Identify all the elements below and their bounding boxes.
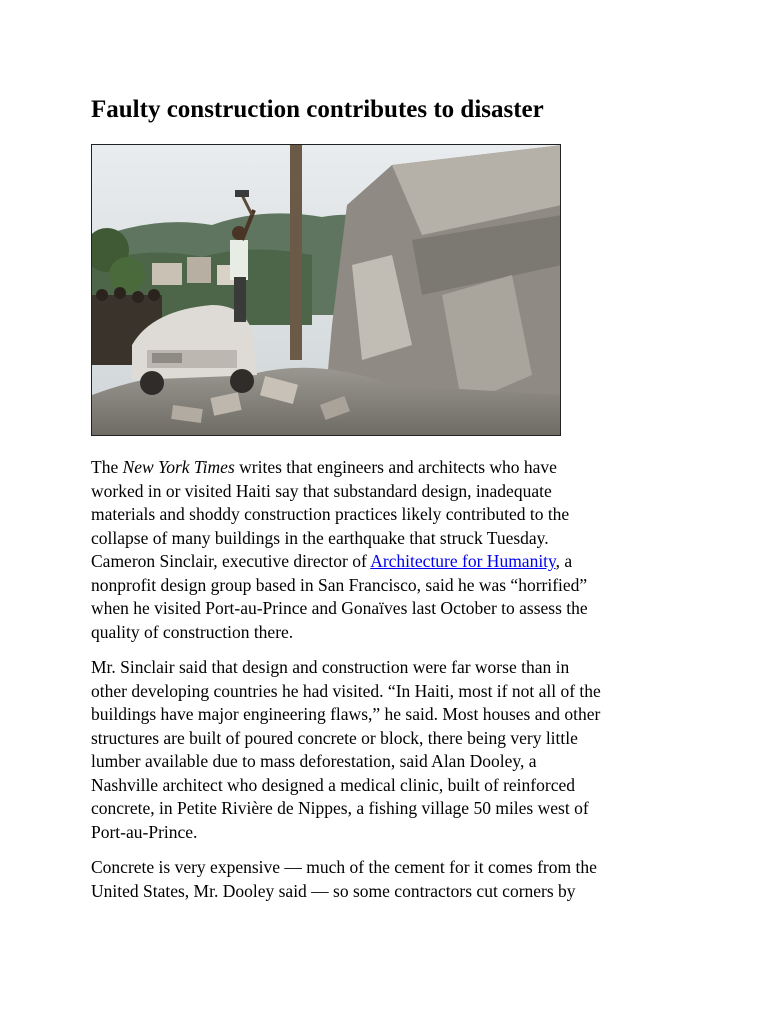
text-run: when he visited Port-au-Prince and Gonaïves last October to assess the [91, 598, 588, 618]
text-line [91, 621, 691, 645]
paragraph [91, 456, 691, 644]
text-line [91, 456, 691, 480]
text-run: Cameron Sinclair, executive director of [91, 551, 371, 571]
text-run: Mr. Sinclair said that design and construction were far worse than in [91, 657, 570, 677]
text-run: The [91, 457, 123, 477]
text-line [91, 503, 691, 527]
text-run: Nashville architect who designed a medical clinic, built of reinforced [91, 774, 575, 795]
text-line [91, 480, 691, 504]
text-run: , a [555, 551, 573, 571]
text-run: collapse of many buildings in the earthquake that struck Tuesday. [91, 527, 549, 548]
text-run: quality of construction there. [91, 621, 294, 642]
text-run: lumber available due to mass deforestation, said Alan Dooley, a [91, 751, 537, 771]
text-line [91, 680, 691, 704]
text-run: structures are built of poured concrete or block, there being very little [91, 727, 578, 748]
text-line [91, 597, 691, 621]
publication-name: New York Times [122, 457, 235, 477]
headline: Faulty construction contributes to disaster [91, 96, 544, 123]
architecture-for-humanity-link[interactable]: Architecture for Humanity [370, 551, 556, 571]
text-line [91, 727, 691, 751]
text-run: Concrete is very expensive — much of the cement for it comes from the [91, 857, 597, 877]
earthquake-rubble-photo [91, 144, 561, 436]
text-run: nonprofit design group based in San Francisco, said he was “horrified” [91, 574, 588, 595]
text-line [91, 797, 691, 821]
text-line [91, 821, 691, 845]
text-run: United States, Mr. Dooley said — so some contractors cut corners by [91, 880, 576, 901]
text-run: other developing countries he had visited. “In Haiti, most if not all of the [91, 680, 601, 701]
paragraph [91, 656, 691, 844]
text-run: materials and shoddy construction practices likely contributed to the [91, 504, 570, 524]
text-run: buildings have major engineering flaws,” he said. Most houses and other [91, 704, 601, 724]
text-line [91, 527, 691, 551]
text-line [91, 574, 691, 598]
text-line [91, 750, 691, 774]
text-line [91, 880, 691, 904]
article-body [91, 456, 691, 915]
text-run: writes that engineers and architects who have [234, 457, 557, 477]
text-line [91, 774, 691, 798]
text-line [91, 656, 691, 680]
text-line [91, 550, 691, 574]
text-run: Port-au-Prince. [91, 821, 198, 842]
text-run: concrete, in Petite Rivière de Nippes, a fishing village 50 miles west of [91, 798, 589, 818]
text-run: worked in or visited Haiti say that substandard design, inadequate [91, 480, 552, 501]
paragraph [91, 856, 691, 903]
text-line [91, 703, 691, 727]
text-line [91, 856, 691, 880]
